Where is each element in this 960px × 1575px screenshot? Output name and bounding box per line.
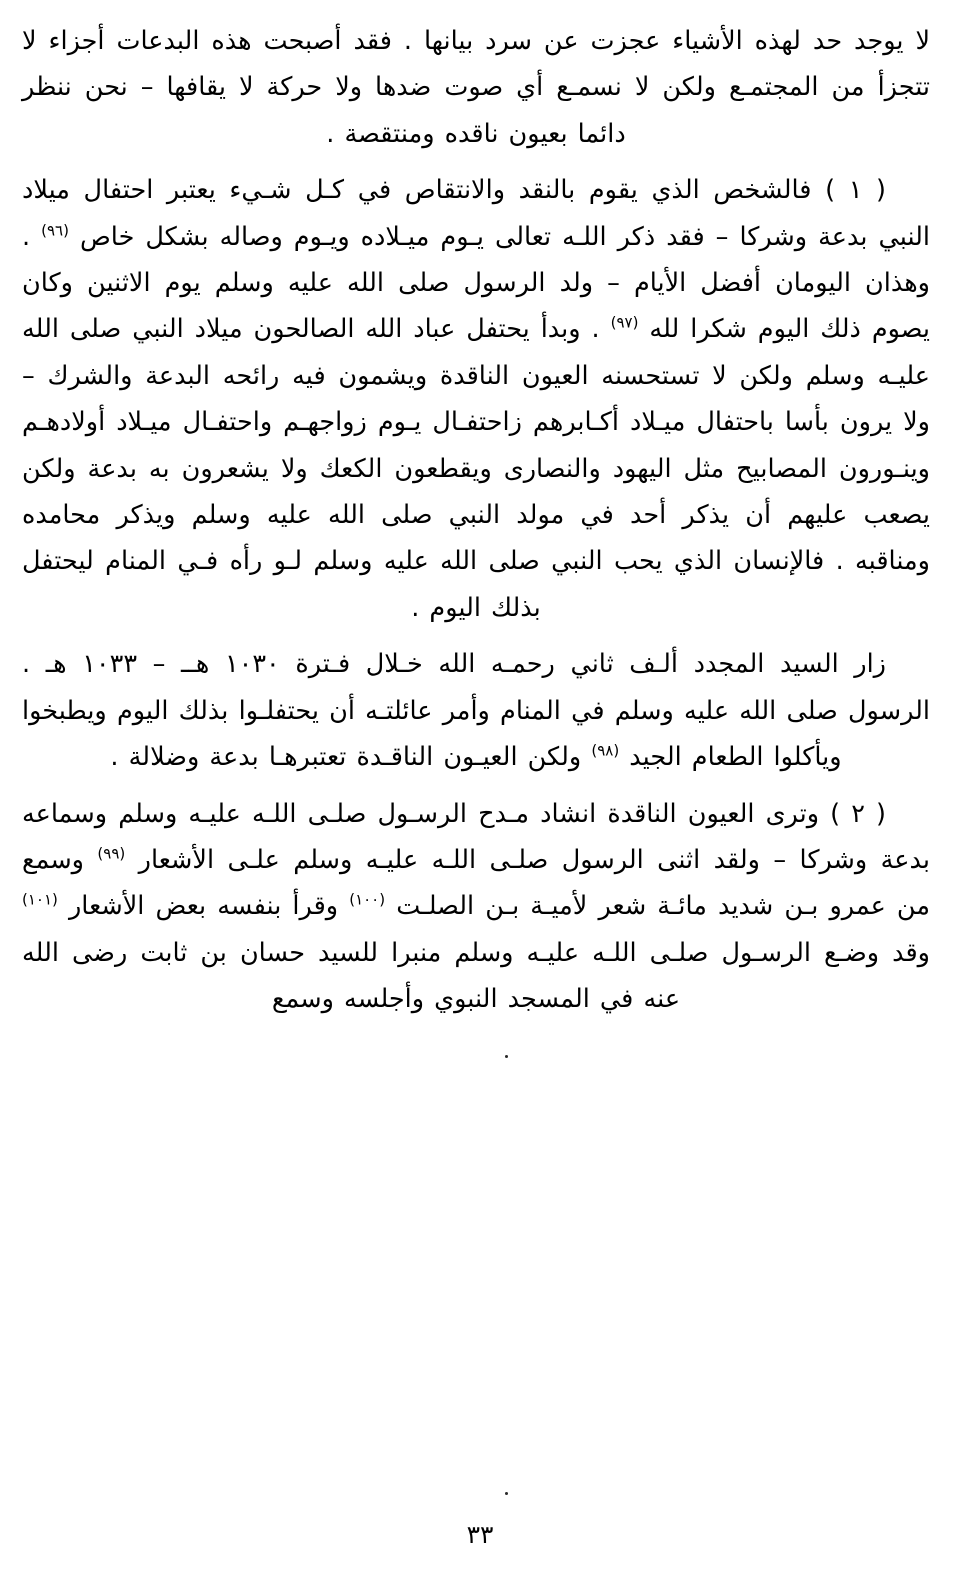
paragraph-3-text-part-2: ولكن العيـون الناقـدة تعتبرهـا بدعة وضلالة .	[110, 742, 592, 773]
paragraph-4	[22, 791, 930, 1023]
paragraph-4-text-part-1: ( ٢ ) وترى العيون الناقدة انشاد مـدح الرسـول صلـى اللـه عليـه وسلم وسماعه بدعة وشركا – ولقد اثنى الرسول صلـى اللـه عليـه وسلم علـى الأشعار	[22, 798, 930, 875]
paragraph-4-text-part-3: وقرأ بنفسه بعض الأشعار	[57, 891, 350, 922]
paragraph-1-text: لا يوجد حد لهذه الأشياء عجزت عن سرد بيانها . فقد أصبحت هذه البدعات أجزاء لا تتجزأ من المجتمـع ولكن لا نسمـع أي صوت ضدها ولا حركة لا يقافها – نحن ننظر دائما بعيون ناقده ومنتقصة .	[22, 26, 930, 149]
footnote-marker-99: (٩٩)	[97, 844, 126, 863]
paragraph-4-text-part-4: وقد وضـع الرسـول صلـى اللـه عليـه وسلم منبرا للسيد حسان بن ثابت رضى الله عنه في المسجد النبوي وأجلسه وسمع	[22, 937, 930, 1015]
paragraph-2	[22, 167, 930, 631]
footnote-marker-97: (٩٧)	[610, 313, 639, 332]
paragraph-3	[22, 641, 930, 780]
paragraph-2-text-part-2: . وهذان اليومان أفضل الأيام – ولد الرسول صلى الله عليه وسلم يوم الاثنين وكان يصوم ذلك اليوم شكرا لله	[22, 221, 931, 345]
page-number: ٣٣	[466, 1520, 494, 1549]
paragraph-2-text-part-3: . وبدأ يحتفل عباد الله الصالحون ميلاد النبي صلى الله عليـه وسلم ولكن لا تستحسنه العيون الناقدة ويشمون فيه رائحه البدعة والشرك – ولا يرون بأسا باحتفال ميـلاد أكـابرهم زاحتفـال يـوم زواجهـم واحتفـال ميـلاد أولادهـم وينـورون المصابيح مثل اليهود والنصارى ويقطعون الكعك ولا يشعرون به بدعة ولكن يصعب عليهم أن يذكر أحد في مولد النبي صلى الله عليه وسلم ويذكر محامده ومناقبه . فالإنسان الذي يحب النبي صلى الله عليه وسلم لـو رأه فـي المنام ليحتفل بذلك اليوم .	[22, 314, 930, 623]
scan-artifact-dot-upper	[505, 1055, 508, 1058]
footnote-marker-101: (١٠١)	[22, 890, 58, 909]
paragraph-1	[22, 18, 930, 157]
scan-artifact-dot-lower	[505, 1492, 508, 1495]
footnote-marker-98: (٩٨)	[591, 741, 620, 760]
paragraph-3-text-part-1: زار السيد المجدد ألـف ثاني رحمـه الله خـلال فـترة ١٠٣٠ هــ – ١٠٣٣ هـ . الرسول صلى الله عليه وسلم في المنام وأمر عائلتـه أن يحتفلـوا بذلك اليوم ويطبخوا ويأكلوا الطعام الجيد	[22, 649, 930, 773]
paragraph-2-text-part-1: ( ١ ) فالشخص الذي يقوم بالنقد والانتقاص في كـل شـيء يعتبر احتفال ميلاد النبي بدعة وشركا – فقد ذكر اللـه تعالى يـوم ميـلاده ويـوم وصاله بشكل خاص	[22, 175, 930, 252]
footnote-marker-100: (١٠٠)	[349, 890, 386, 909]
paragraph-4-text-part-2: وسمع من عمرو بـن شديد مائـة شعر لأميـة بـن الصلـت	[22, 844, 930, 922]
footnote-marker-96: (٩٦)	[41, 221, 69, 240]
